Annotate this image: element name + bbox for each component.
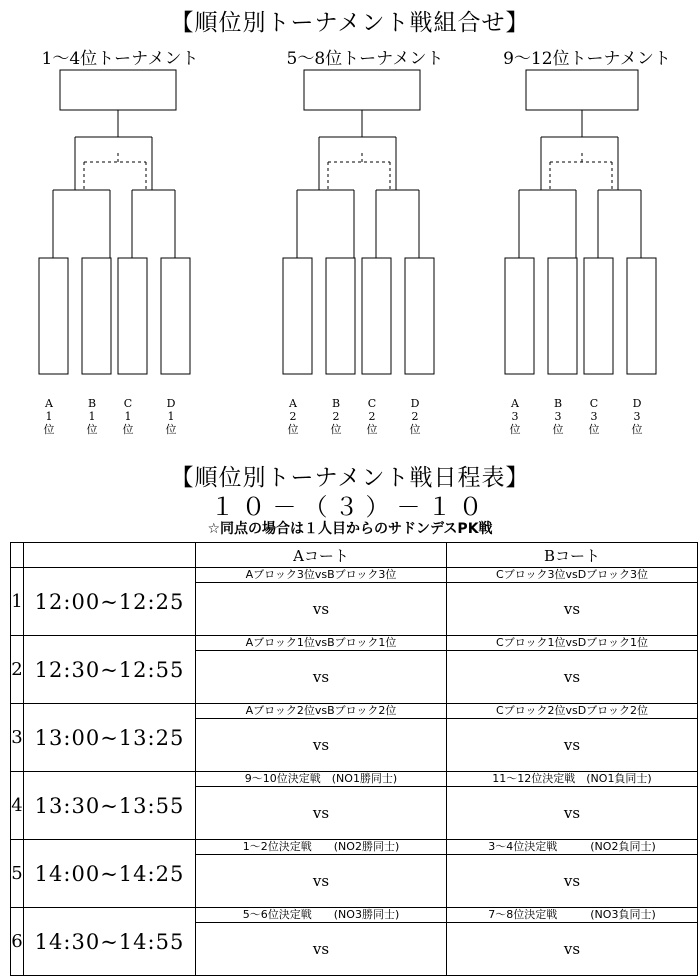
slot-label-char: D [166, 397, 176, 410]
match-title: 3～4位決定戦 (NO2負同士) [447, 840, 697, 855]
slot-label [161, 397, 181, 436]
slot-label [405, 397, 425, 436]
slot-label-char: D [632, 397, 642, 410]
vs-label: vs [563, 668, 581, 686]
bracket-diagram-3 [505, 70, 656, 374]
slot-label [584, 397, 604, 436]
slot-label [283, 397, 303, 436]
slot-label-char: B [331, 397, 341, 410]
slot-label [362, 397, 382, 436]
bracket-name-1: 1～4位トーナメント [41, 49, 199, 69]
match-title: 5～6位決定戦 (NO3勝同士) [196, 908, 446, 923]
court-b-match [447, 772, 698, 840]
match-title: 1～2位決定戦 (NO2勝同士) [196, 840, 446, 855]
winner-box [304, 70, 420, 110]
match-title: 11～12位決定戦 (NO1負同士) [447, 772, 697, 787]
match-title: Cブロック2位vsDブロック2位 [447, 704, 697, 719]
court-a-match [196, 636, 447, 704]
slot-label [548, 397, 568, 436]
court-a-match [196, 568, 447, 636]
vs-label: vs [563, 940, 581, 958]
schedule-row [11, 840, 698, 908]
schedule-row [11, 568, 698, 636]
slot-label-char: A [289, 397, 297, 410]
slot-label-char: 位 [43, 423, 55, 436]
court-b-match [447, 636, 698, 704]
vs-label: vs [312, 736, 330, 754]
match-title: Aブロック1位vsBブロック1位 [196, 636, 446, 651]
slot-label-char: 位 [287, 423, 299, 436]
row-number: 3 [11, 704, 24, 772]
slot-label [627, 397, 647, 436]
slot-label-char: C [367, 397, 377, 410]
vs-label: vs [312, 600, 330, 618]
slot-label-char: 位 [588, 423, 600, 436]
bracket-title: 【順位別トーナメント戦組合せ】 [170, 10, 530, 36]
time-slot: 12:30~12:55 [24, 636, 196, 704]
slot-label-char: 1 [88, 410, 96, 423]
vs-label: vs [563, 600, 581, 618]
bracket-name-3: 9～12位トーナメント [503, 49, 671, 69]
court-a-match [196, 908, 447, 976]
vs-label: vs [312, 804, 330, 822]
slot-label-char: 位 [509, 423, 521, 436]
slot-label-char: A [511, 397, 519, 410]
court-a-match [196, 840, 447, 908]
slot-label-char: 位 [165, 423, 177, 436]
bracket-diagram-1 [39, 70, 190, 374]
slot-label-char: 位 [330, 423, 342, 436]
slot-label-char: 位 [552, 423, 564, 436]
slot-label-char: C [123, 397, 133, 410]
court-b-match [447, 568, 698, 636]
schedule-title: 【順位別トーナメント戦日程表】 [170, 465, 530, 491]
match-title: Cブロック3位vsDブロック3位 [447, 568, 697, 583]
winner-box [60, 70, 176, 110]
match-title: Aブロック3位vsBブロック3位 [196, 568, 446, 583]
slot-label-char: 位 [366, 423, 378, 436]
slot-label [326, 397, 346, 436]
header-empty [11, 543, 24, 568]
slot-label-char: D [410, 397, 420, 410]
vs-label: vs [312, 940, 330, 958]
slot-label [118, 397, 138, 436]
vs-label: vs [312, 872, 330, 890]
slot-label-char: B [553, 397, 563, 410]
pk-note: ☆同点の場合は１人目からのサドンデスPK戦 [207, 521, 493, 537]
slot-label [39, 397, 59, 436]
slot-label-char: 3 [633, 410, 641, 423]
slot-label-char: 3 [554, 410, 562, 423]
slot-label-char: 1 [167, 410, 175, 423]
schedule-header-row [11, 543, 698, 568]
row-number: 1 [11, 568, 24, 636]
court-a-match [196, 772, 447, 840]
slot-label-char: 2 [332, 410, 340, 423]
vs-label: vs [312, 668, 330, 686]
slot-label-char: 2 [289, 410, 297, 423]
slot-label-char: 3 [511, 410, 519, 423]
slot-label-char: 位 [631, 423, 643, 436]
court-b-match [447, 840, 698, 908]
slot-label-char: 3 [590, 410, 598, 423]
slot-label-char: 位 [122, 423, 134, 436]
schedule-row [11, 704, 698, 772]
slot-label-char: 1 [45, 410, 53, 423]
slot-label-char: B [87, 397, 97, 410]
slot-label-char: 2 [368, 410, 376, 423]
vs-label: vs [563, 872, 581, 890]
court-a-header: Aコート [196, 543, 447, 568]
schedule-table [10, 542, 698, 976]
slot-label-char: 1 [124, 410, 132, 423]
time-slot: 14:00~14:25 [24, 840, 196, 908]
bracket-diagram-2 [283, 70, 434, 374]
court-b-match [447, 908, 698, 976]
schedule-row [11, 636, 698, 704]
court-b-match [447, 704, 698, 772]
header-empty [24, 543, 196, 568]
bracket-name-2: 5～8位トーナメント [286, 49, 444, 69]
court-a-match [196, 704, 447, 772]
match-title: Cブロック1位vsDブロック1位 [447, 636, 697, 651]
court-b-header: Bコート [447, 543, 698, 568]
match-title: Aブロック2位vsBブロック2位 [196, 704, 446, 719]
slot-label-char: 位 [409, 423, 421, 436]
row-number: 4 [11, 772, 24, 840]
slot-label-char: A [45, 397, 53, 410]
time-slot: 14:30~14:55 [24, 908, 196, 976]
slot-label-char: 2 [411, 410, 419, 423]
score-format: １０－（３）－１０ [210, 493, 490, 521]
match-title: 9～10位決定戦 (NO1勝同士) [196, 772, 446, 787]
time-slot: 12:00~12:25 [24, 568, 196, 636]
time-slot: 13:00~13:25 [24, 704, 196, 772]
winner-box [526, 70, 638, 110]
vs-label: vs [563, 804, 581, 822]
row-number: 2 [11, 636, 24, 704]
vs-label: vs [563, 736, 581, 754]
time-slot: 13:30~13:55 [24, 772, 196, 840]
slot-label [505, 397, 525, 436]
schedule-row [11, 772, 698, 840]
slot-label-char: 位 [86, 423, 98, 436]
slot-label [82, 397, 102, 436]
row-number: 6 [11, 908, 24, 976]
tournament-brackets [0, 0, 700, 460]
slot-label-char: C [589, 397, 599, 410]
match-title: 7～8位決定戦 (NO3負同士) [447, 908, 697, 923]
schedule-row [11, 908, 698, 976]
row-number: 5 [11, 840, 24, 908]
